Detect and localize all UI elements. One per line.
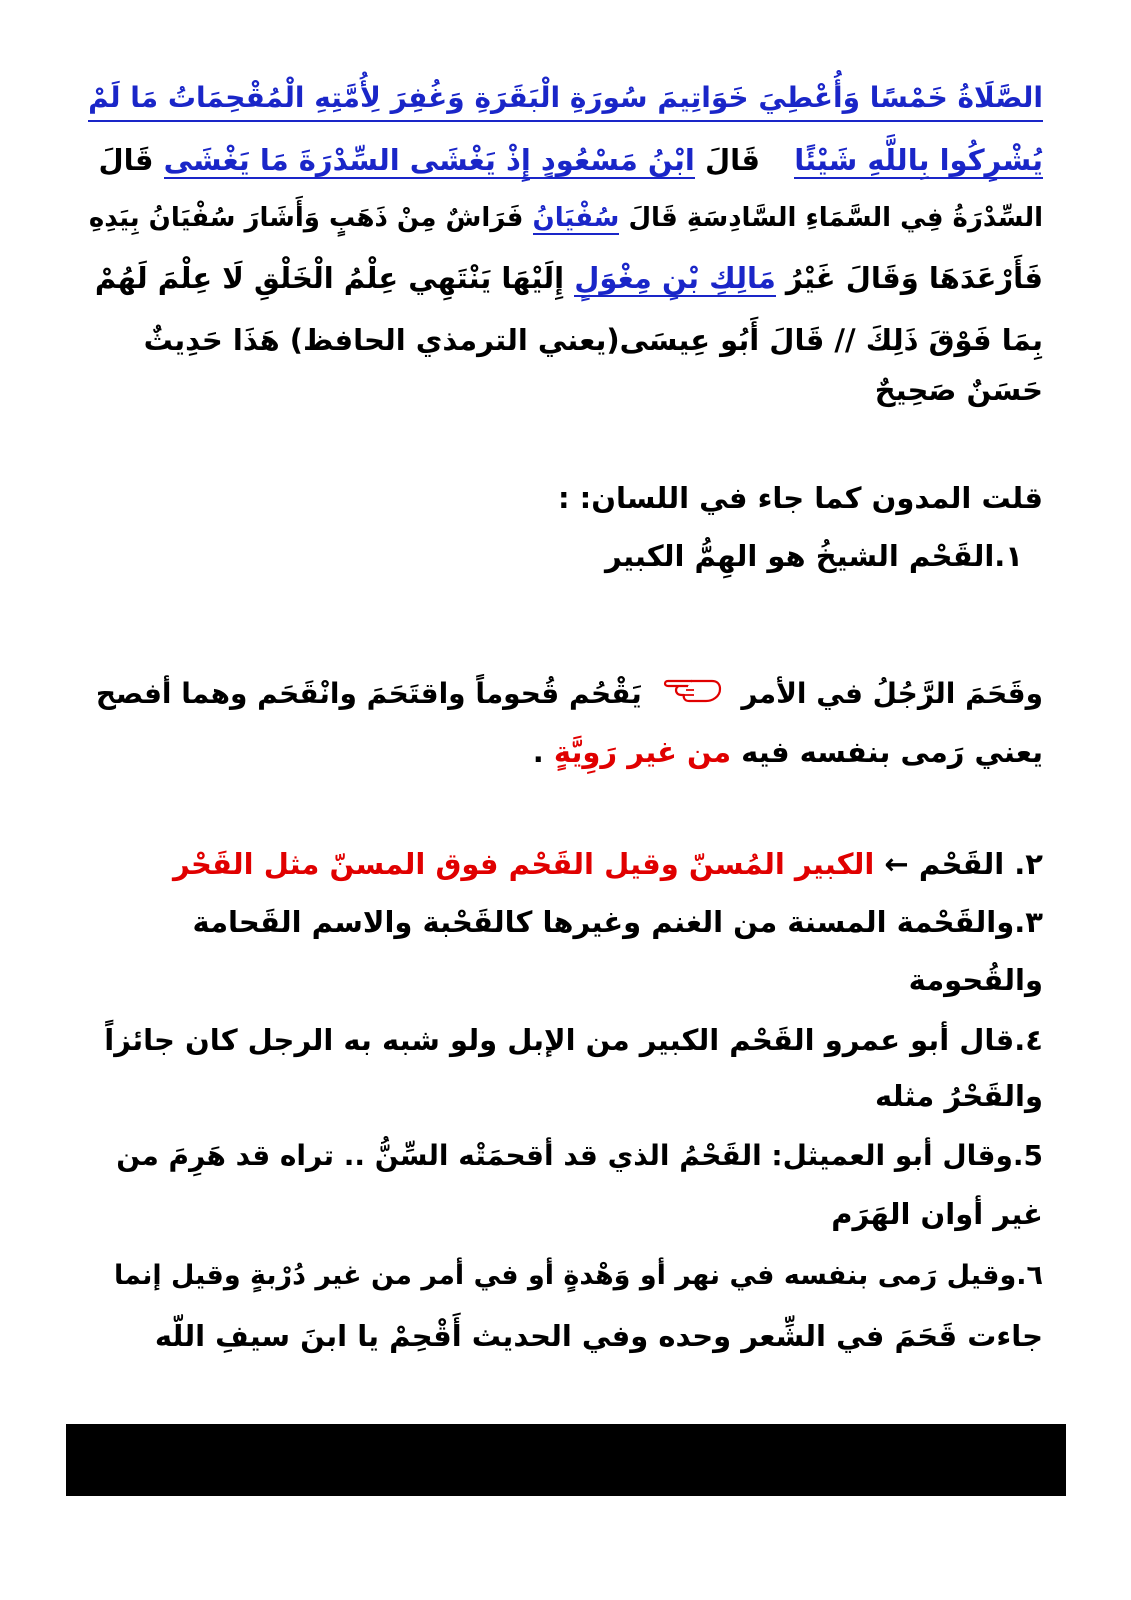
pointing-hand-icon: [662, 673, 722, 717]
item-3-line-2: [88, 958, 1043, 1002]
item-1: [88, 534, 1023, 578]
item-5-line-1: [88, 1134, 1043, 1178]
item-5-text-1: 5.وقال أبو العميثل: القَحْمُ الذي قد أقحمَتْه السِّنُّ .. تراه قد هَرِمَ من: [116, 1139, 1043, 1172]
hadith-line-2: [88, 138, 1043, 182]
hadith-line-5: [88, 318, 1043, 362]
item-3-text-1: ٣.والقَحْمة المسنة من الغنم وغيرها كالقَحْبة والاسم القَحامة: [192, 905, 1043, 939]
hadith-sufyan-link[interactable]: سُفْيَانُ: [532, 203, 620, 233]
hadith-line-5-text: بِمَا فَوْقَ ذَلِكَ // قَالَ أَبُو عِيسَى(يعني الترمذي الحافظ) هَذَا حَدِيثٌ: [143, 323, 1043, 357]
verb-line: [88, 672, 1043, 717]
item-3-text-2: والقُحومة: [908, 963, 1043, 997]
hadith-line-6-text: حَسَنٌ صَحِيحٌ: [874, 373, 1043, 407]
hadith-ibn-masud-quote: ابْنُ مَسْعُودٍ إِذْ يَغْشَى السِّدْرَةَ مَا يَغْشَى: [163, 143, 695, 177]
item-4-text-2: والقَحْرُ مثله: [875, 1079, 1043, 1113]
hadith-line-6: [88, 368, 1043, 412]
hadith-malik-link[interactable]: مَالِكِ بْنِ مِغْوَلٍ: [574, 261, 776, 295]
item-1-text: ١.القَحْم الشيخُ هو الهِمُّ الكبير: [605, 539, 1023, 573]
hadith-quote-shirk: يُشْرِكُوا بِاللَّهِ شَيْئًا: [794, 143, 1043, 177]
hadith-line-3: [88, 196, 1043, 240]
meaning-line-emphasis: من غير رَوِيَّةٍ: [553, 735, 732, 769]
item-2-definition: الكبير المُسنّ وقيل القَحْم فوق المسنّ مثل القَحْر: [172, 847, 875, 881]
item-6-text-1: ٦.وقيل رَمى بنفسه في نهر أو وَهْدةٍ أو في أمر من غير دُرْبةٍ وقيل إنما: [114, 1260, 1043, 1291]
hadith-qala-2: قَالَ: [98, 143, 154, 177]
verb-line-part-1: وقَحَمَ الرَّجُلُ في الأمر: [741, 677, 1043, 710]
item-6-text-2: جاءت قَحَمَ في الشِّعر وحده وفي الحديث أَقْحِمْ يا ابنَ سيفِ اللّه: [154, 1319, 1043, 1353]
hadith-qala-1: قَالَ: [704, 143, 760, 177]
item-5-text-2: غير أوان الهَرَم: [831, 1197, 1043, 1231]
black-footer-bar: [66, 1424, 1066, 1496]
item-5-line-2: [88, 1192, 1043, 1236]
item-2: [88, 842, 1043, 886]
hadith-faarada-text: فَأَرْعَدَهَا وَقَالَ غَيْرُ: [785, 261, 1043, 295]
meaning-line-period: .: [532, 735, 544, 769]
meaning-line-part-1: يعني رَمى بنفسه فيه: [741, 735, 1043, 769]
item-6-line-2: [88, 1314, 1043, 1358]
left-arrow-icon: ←: [884, 847, 909, 881]
hadith-line-1-text: الصَّلَاةُ خَمْسًا وَأُعْطِيَ خَوَاتِيمَ سُورَةِ الْبَقَرَةِ وَغُفِرَ لِأُمَّتِهِ الْمُقْحِمَاتُ مَا لَمْ: [88, 76, 1043, 122]
verb-line-part-2: يَقْحُم قُحوماً واقتَحَمَ وانْقَحَم وهما أفصح: [95, 677, 642, 710]
item-4-text-1: ٤.قال أبو عمرو القَحْم الكبير من الإبل ولو شبه به الرجل كان جائزاً: [104, 1023, 1043, 1057]
meaning-line: [88, 730, 1043, 774]
item-6-line-1: [88, 1254, 1043, 1298]
hadith-farash-text: فَرَاشٌ مِنْ ذَهَبٍ وَأَشَارَ سُفْيَانُ بِيَدِهِ: [88, 203, 524, 233]
hadith-sidra-text: السِّدْرَةُ فِي السَّمَاءِ السَّادِسَةِ قَالَ: [628, 203, 1043, 233]
item-4-line-1: [88, 1018, 1043, 1062]
item-3-line-1: [88, 900, 1043, 944]
hadith-yantahi-text: إِلَيْهَا يَنْتَهِي عِلْمُ الْخَلْقِ لَا عِلْمَ لَهُمْ: [94, 261, 565, 295]
item-2-label: ٢. القَحْم: [918, 847, 1043, 881]
hadith-line-4: [88, 256, 1043, 300]
item-4-line-2: [88, 1074, 1043, 1118]
note-heading: [88, 476, 1043, 520]
note-heading-text: قلت المدون كما جاء في اللسان: :: [557, 481, 1043, 515]
hadith-line-1: [88, 76, 1043, 122]
